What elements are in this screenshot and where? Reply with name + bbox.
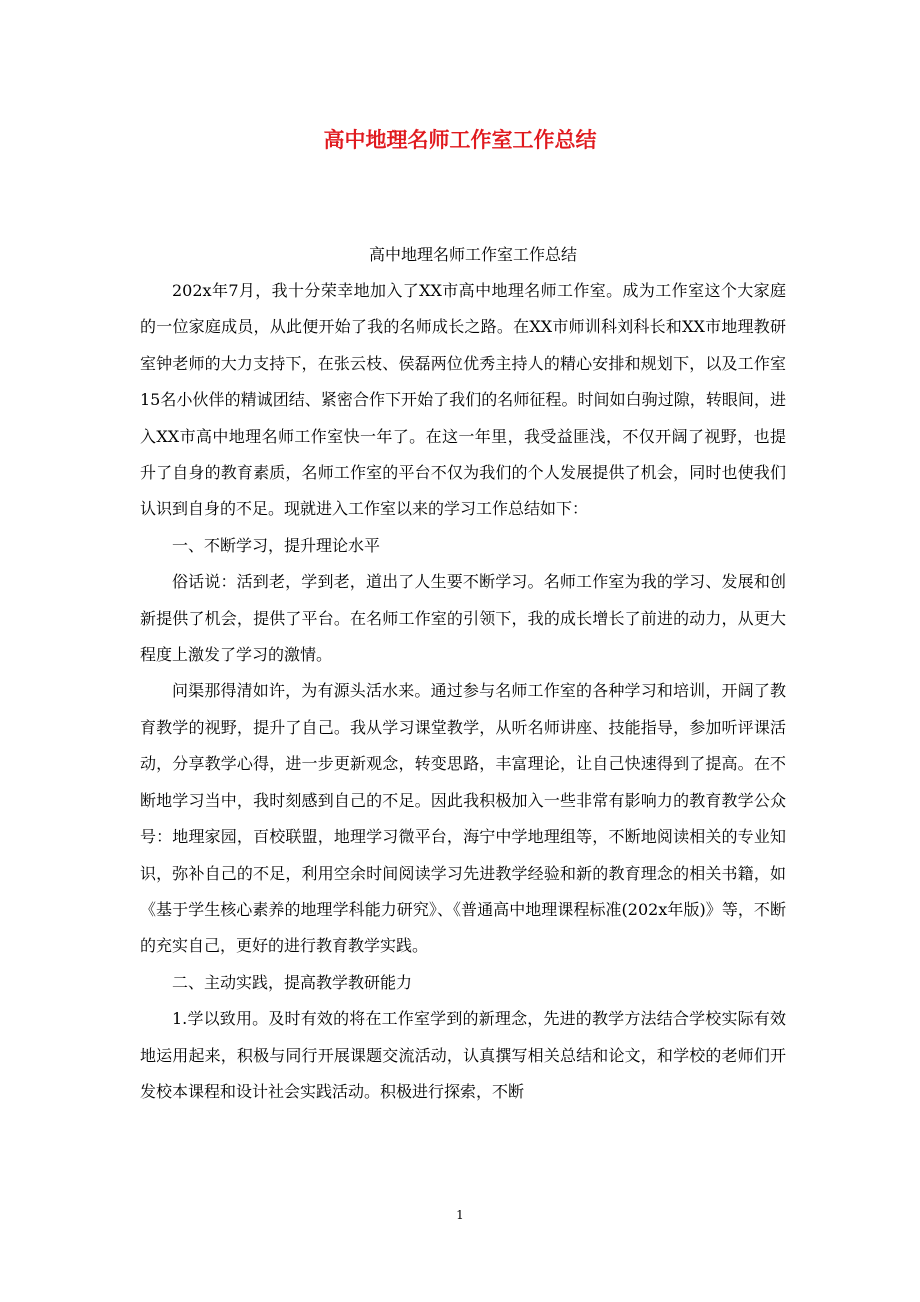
document-body: [140, 273, 786, 1110]
paragraph: 问渠那得清如许，为有源头活水来。通过参与名师工作室的各种学习和培训，开阔了教育教学的视野，提升了自己。我从学习课堂教学，从听名师讲座、技能指导，参加听评课活动，分享教学心得，进一步更新观念，转变思路，丰富理论，让自己快速得到了提高。在不断地学习当中，我时刻感到自己的不足。因此我积极加入一些非常有影响力的教育教学公众号：地理家园，百校联盟，地理学习微平台，海宁中学地理组等，不断地阅读相关的专业知识，弥补自己的不足，利用空余时间阅读学习先进教学经验和新的教育理念的相关书籍，如《基于学生核心素养的地理学科能力研究》、《普通高中地理课程标准(202x年版)》等，不断的充实自己，更好的进行教育教学实践。: [140, 681, 786, 956]
document-title: 高中地理名师工作室工作总结: [323, 127, 597, 152]
section-heading-2: 二、主动实践，提高教学教研能力: [172, 972, 413, 992]
section-heading-1: 一、不断学习，提升理论水平: [172, 535, 381, 555]
page-number: 1: [456, 1208, 464, 1222]
paragraph: 1.学以致用。及时有效的将在工作室学到的新理念，先进的教学方法结合学校实际有效地运用起来，积极与同行开展课题交流活动，认真撰写相关总结和论文，和学校的老师们开发校本课程和设计社会实践活动。积极进行探索，不断: [140, 1009, 786, 1101]
paragraph-intro: 202x年7月，我十分荣幸地加入了XX市高中地理名师工作室。成为工作室这个大家庭的一位家庭成员，从此便开始了我的名师成长之路。在XX市师训科刘科长和XX市地理教研室钟老师的大力支持下，在张云枝、侯磊两位优秀主持人的精心安排和规划下，以及工作室15名小伙伴的精诚团结、紧密合作下开始了我们的名师征程。时间如白驹过隙，转眼间，进入XX市高中地理名师工作室快一年了。在这一年里，我受益匪浅，不仅开阔了视野，也提升了自身的教育素质，名师工作室的平台不仅为我们的个人发展提供了机会，同时也使我们认识到自身的不足。现就进入工作室以来的学习工作总结如下：: [140, 281, 786, 519]
paragraph: 俗话说：活到老，学到老，道出了人生要不断学习。名师工作室为我的学习、发展和创新提供了机会，提供了平台。在名师工作室的引领下，我的成长增长了前进的动力，从更大程度上激发了学习的激情。: [140, 572, 786, 665]
document-subtitle: 高中地理名师工作室工作总结: [368, 245, 577, 264]
